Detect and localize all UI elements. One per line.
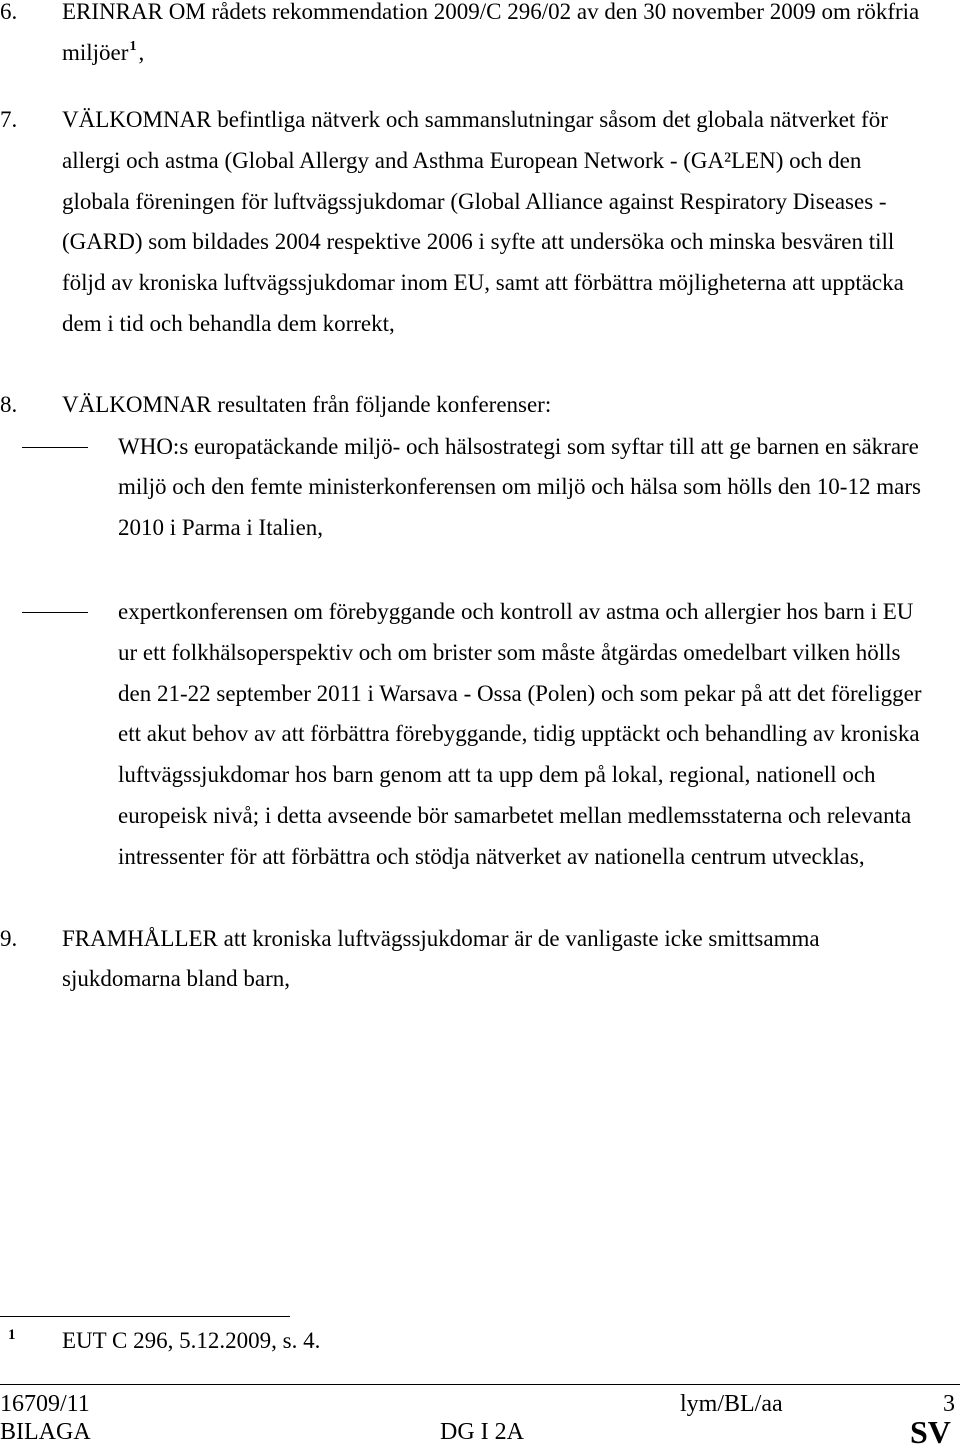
sub-item-text xyxy=(118,592,922,878)
sub-item-line: ur ett folkhälsoperspektiv och om brister som måste åtgärdas omedelbart vilken hölls xyxy=(118,639,901,665)
footer-row-bottom xyxy=(0,1414,960,1450)
item-line: VÄLKOMNAR befintliga nätverk och sammanslutningar såsom det globala nätverket för xyxy=(62,107,888,132)
footnote xyxy=(0,1328,960,1354)
item-text xyxy=(62,919,820,1001)
sub-item-text xyxy=(118,427,921,549)
language-code: SV xyxy=(910,1414,951,1450)
sub-item-line: miljö och den femte ministerkonferensen om miljö och hälsa som hölls den 10-12 mars xyxy=(118,474,921,500)
footnote-reference: 1 xyxy=(129,38,137,54)
sub-item-line: intressenter för att förbättra och stödja nätverket av nationella centrum utvecklas, xyxy=(118,843,865,869)
item-line xyxy=(62,33,919,74)
annex-label: BILAGA xyxy=(0,1419,91,1445)
item-number: 9. xyxy=(0,925,18,951)
sub-item-line: expertkonferensen om förebyggande och kontroll av astma och allergier hos barn i EU xyxy=(118,599,914,624)
item-line: följd av kroniska luftvägssjukdomar inom EU, samt att förbättra möjligheterna att upptäcka xyxy=(62,270,904,296)
sub-item-line: WHO:s europatäckande miljö- och hälsostrategi som syftar till att ge barnen en säkrare xyxy=(118,433,919,459)
directorate-label: DG I 2A xyxy=(440,1419,524,1445)
item-line: (GARD) som bildades 2004 respektive 2006 i syfte att undersöka och minska besvären till xyxy=(62,229,895,255)
item-number: 6. xyxy=(0,0,18,24)
footnote-separator xyxy=(0,1316,290,1317)
document-number: 16709/11 xyxy=(0,1391,90,1417)
footnote-number: 1 xyxy=(8,1327,16,1343)
item-line-text: miljöer xyxy=(62,39,129,65)
item-line: dem i tid och behandla dem korrekt, xyxy=(62,310,395,336)
item-line: allergi och astma (Global Allergy and Asthma European Network - (GA²LEN) och den xyxy=(62,147,862,173)
author-initials: lym/BL/aa xyxy=(680,1391,783,1417)
dash-marker xyxy=(22,447,88,448)
page-number: 3 xyxy=(943,1391,955,1417)
footer-row-top xyxy=(0,1392,960,1416)
item-line: globala föreningen för luftvägssjukdomar (Global Alliance against Respiratory Diseases - xyxy=(62,188,887,214)
item-number: 7. xyxy=(0,107,18,132)
item-text xyxy=(62,0,919,74)
sub-item-line: 2010 i Parma i Italien, xyxy=(118,515,324,541)
footnote-text: EUT C 296, 5.12.2009, s. 4. xyxy=(62,1328,321,1353)
sub-item-line: luftvägssjukdomar hos barn genom att ta upp dem på lokal, regional, nationell och xyxy=(118,762,876,788)
sub-item-line: den 21-22 september 2011 i Warsava - Ossa (Polen) och som pekar på att det föreligger xyxy=(118,680,922,706)
item-text xyxy=(62,385,551,426)
item-line-punctuation: , xyxy=(138,39,145,65)
item-line: sjukdomarna bland barn, xyxy=(62,966,291,992)
item-line: ERINRAR OM rådets rekommendation 2009/C 296/02 av den 30 november 2009 om rökfria xyxy=(62,0,920,24)
sub-item-line: europeisk nivå; i detta avseende bör samarbetet mellan medlemsstaterna och relevanta xyxy=(118,802,912,828)
item-number: 8. xyxy=(0,392,18,417)
sub-item-line: ett akut behov av att förbättra förebyggande, tidig upptäckt och behandling av kroniska xyxy=(118,721,920,747)
item-text xyxy=(62,100,904,345)
item-line: FRAMHÅLLER att kroniska luftvägssjukdomar är de vanligaste icke smittsamma xyxy=(62,925,820,951)
footer-rule xyxy=(0,1384,960,1385)
dash-marker xyxy=(22,612,88,613)
item-line: VÄLKOMNAR resultaten från följande konferenser: xyxy=(62,392,552,417)
